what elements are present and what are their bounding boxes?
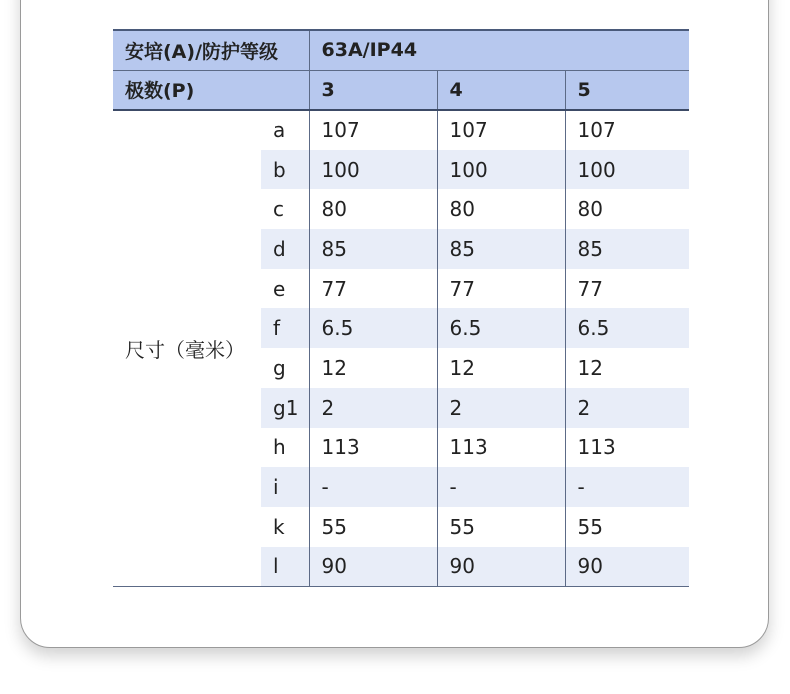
- spec-table-body: [113, 110, 689, 586]
- dimension-value: 80: [309, 189, 437, 229]
- dimension-value: 2: [437, 388, 565, 428]
- dimension-value: 55: [309, 507, 437, 547]
- dimension-letter: k: [273, 514, 285, 539]
- dimension-value: 107: [309, 110, 437, 150]
- dimension-value: 90: [565, 547, 689, 587]
- dimension-value: 90: [309, 547, 437, 587]
- dimension-value: 2: [309, 388, 437, 428]
- dimension-letter: i: [261, 467, 309, 507]
- dimension-value: -: [565, 467, 689, 507]
- dimension-value: 85: [565, 229, 689, 269]
- dimension-value: 80: [437, 189, 565, 229]
- dimension-value: 100: [309, 150, 437, 190]
- dimension-letter: e: [273, 276, 286, 301]
- dimension-value: 6.5: [437, 308, 565, 348]
- dimension-value: 113: [309, 428, 437, 468]
- dimension-letter: d: [261, 229, 309, 269]
- dimension-value: 77: [565, 269, 689, 309]
- dimension-value: 100: [565, 150, 689, 190]
- dimension-value: 6.5: [309, 308, 437, 348]
- dimension-letter: f: [261, 308, 309, 348]
- dimension-letter: l: [261, 547, 309, 587]
- table-row: [113, 110, 689, 150]
- dimension-letter: g: [273, 355, 286, 380]
- header-row-rating: [113, 30, 689, 70]
- dimension-value: -: [437, 467, 565, 507]
- dimension-letter: b: [261, 150, 309, 190]
- dimension-value: 100: [437, 150, 565, 190]
- dimension-value: 80: [565, 189, 689, 229]
- dimension-letter: g1: [261, 388, 309, 428]
- rating-label: 安培(A)/防护等级: [113, 30, 309, 70]
- dimension-value: 77: [437, 269, 565, 309]
- pole-header: 5: [565, 70, 689, 110]
- dimension-value: 107: [565, 110, 689, 150]
- dimension-value: -: [309, 467, 437, 507]
- dimension-value: 85: [437, 229, 565, 269]
- dimension-letter: c: [273, 197, 284, 222]
- dimension-letter: h: [273, 435, 286, 460]
- dimension-value: 55: [565, 507, 689, 547]
- dimension-value: 77: [309, 269, 437, 309]
- rating-value: 63A/IP44: [309, 30, 689, 70]
- dimension-letter: a: [273, 118, 286, 143]
- dimension-value: 107: [437, 110, 565, 150]
- dimension-value: 55: [437, 507, 565, 547]
- spec-table: [113, 29, 689, 587]
- dimension-value: 12: [565, 348, 689, 388]
- poles-label: 极数(P): [113, 70, 309, 110]
- dimension-value: 12: [309, 348, 437, 388]
- header-row-poles: [113, 70, 689, 110]
- dimension-value: 85: [309, 229, 437, 269]
- pole-header: 4: [437, 70, 565, 110]
- dimension-value: 6.5: [565, 308, 689, 348]
- dimension-value: 2: [565, 388, 689, 428]
- dimension-value: 12: [437, 348, 565, 388]
- dimension-group-label: 尺寸（毫米）: [113, 110, 261, 586]
- dimension-value: 90: [437, 547, 565, 587]
- dimension-value: 113: [437, 428, 565, 468]
- dimension-value: 113: [565, 428, 689, 468]
- pole-header: 3: [309, 70, 437, 110]
